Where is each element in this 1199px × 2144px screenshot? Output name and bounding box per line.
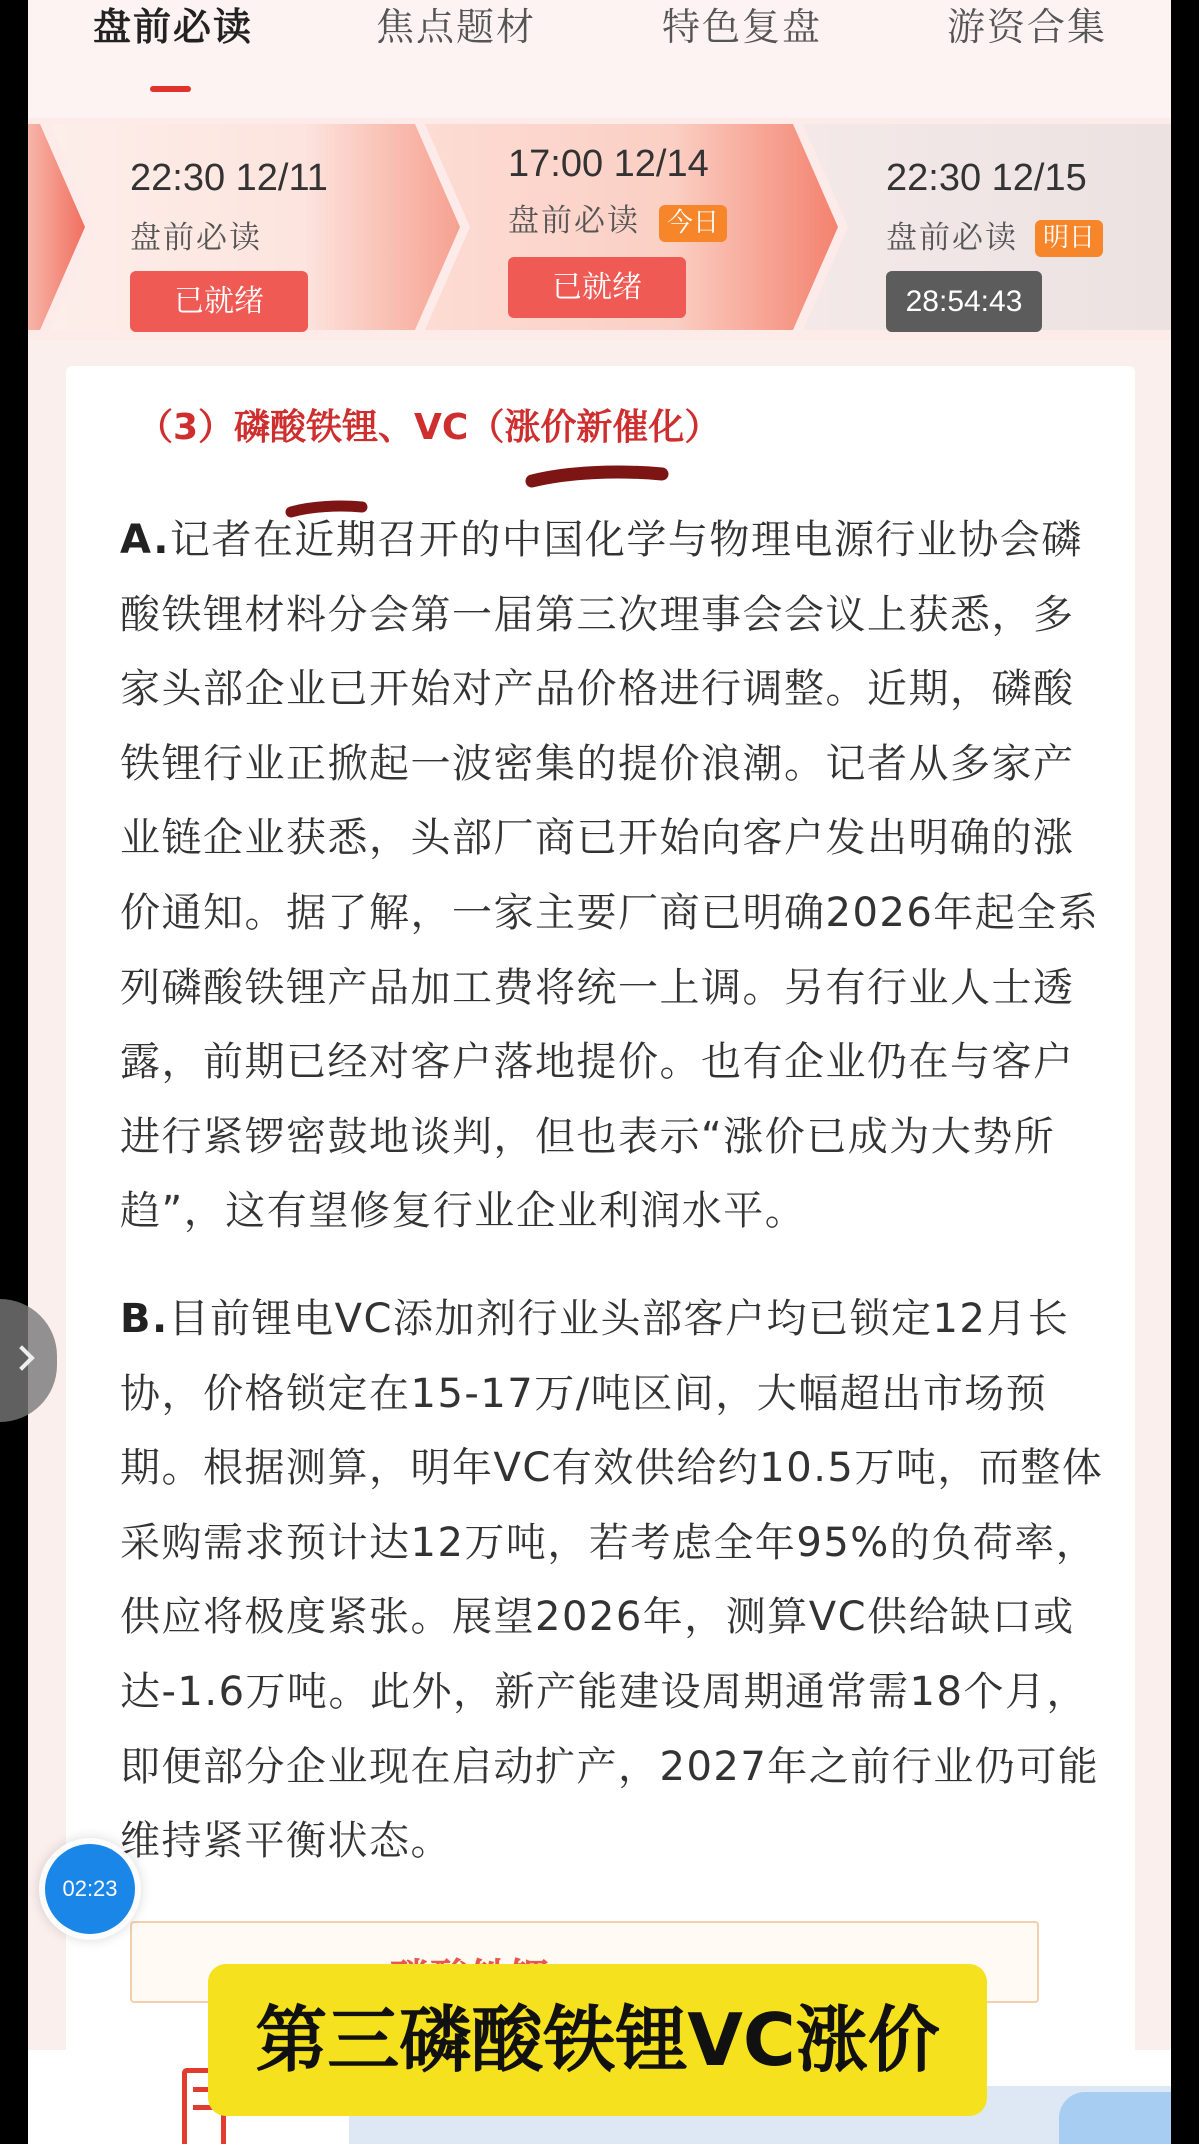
paragraph-line: 维持紧平衡状态。 (120, 1818, 452, 1865)
paragraph-b (120, 1282, 1103, 1879)
paragraph-line: 达-1.6万吨。此外，新产能建设周期通常需18个月， (120, 1668, 1088, 1715)
paragraph-line: 趋”，这有望修复行业企业利润水平。 (120, 1188, 807, 1235)
paragraph-line: 供应将极度紧张。展望2026年，测算VC供给缺口或 (120, 1594, 1075, 1641)
paragraph-line: 价通知。据了解，一家主要厂商已明确2026年起全系 (120, 889, 1100, 936)
timeline-title: 盘前必读 (886, 220, 1018, 256)
timeline-title: 盘前必读 (130, 220, 262, 256)
timeline-time: 22:30 12/15 (886, 157, 1087, 199)
paragraph-line: 列磷酸铁锂产品加工费将统一上调。另有行业人士透 (120, 964, 1075, 1011)
side-expand-tab[interactable] (0, 1299, 57, 1422)
paragraph-line: 协，价格锁定在15-17万/吨区间，大幅超出市场预 (120, 1370, 1048, 1417)
tab-hot-money-collection[interactable]: 游资合集 (947, 5, 1108, 49)
timeline-time: 22:30 12/11 (130, 157, 328, 199)
paragraph-line-text: 目前锂电VC添加剂行业头部客户均已锁定12月长 (168, 1296, 1070, 1342)
left-letterbox (0, 0, 28, 2144)
tomorrow-badge: 明日 (1035, 220, 1103, 257)
paragraph-line-text: 记者在近期召开的中国化学与物理电源行业协会磷 (169, 517, 1083, 563)
paragraph-label: B. (120, 1296, 169, 1342)
paragraph-line: 露，前期已经对客户落地提价。也有企业仍在与客户 (120, 1039, 1075, 1086)
tab-premarket-reading[interactable]: 盘前必读 (93, 5, 254, 49)
timeline-time: 17:00 12/14 (508, 143, 709, 185)
section-heading: （3）磷酸铁锂、VC（涨价新催化） (137, 407, 721, 448)
paragraph-line: 家头部企业已开始对产品价格进行调整。近期，磷酸 (120, 666, 1075, 713)
paragraph-a (120, 503, 1099, 1249)
paragraph-label: A. (120, 517, 170, 563)
timeline-title: 盘前必读 (508, 203, 640, 239)
paragraph-line: 业链企业获悉，头部厂商已开始向客户发出明确的涨 (120, 815, 1075, 862)
paragraph-line: 进行紧锣密鼓地谈判，但也表示“涨价已成为大势所 (120, 1113, 1056, 1160)
paragraph-line: 铁锂行业正掀起一波密集的提价浪潮。记者从多家产 (120, 740, 1075, 787)
paragraph-line: 即便部分企业现在启动扩产，2027年之前行业仍可能 (120, 1743, 1100, 1790)
tab-focus-themes[interactable]: 焦点题材 (376, 5, 537, 49)
active-tab-indicator (150, 86, 191, 92)
paragraph-line: 酸铁锂材料分会第一届第三次理事会会议上获悉，多 (120, 591, 1075, 638)
ready-button[interactable]: 已就绪 (508, 257, 686, 318)
toolbar-action-button[interactable] (1059, 2092, 1171, 2144)
chevron-right-icon (9, 1345, 34, 1370)
paragraph-line: 期。根据测算，明年VC有效供给约10.5万吨，而整体 (120, 1445, 1104, 1492)
today-badge: 今日 (659, 205, 727, 242)
tab-market-review[interactable]: 特色复盘 (662, 5, 823, 49)
video-timer: 02:23 (45, 1844, 135, 1934)
paragraph-line (120, 1282, 1103, 1357)
paragraph-line (120, 503, 1099, 578)
paragraph-line: 采购需求预计达12万吨，若考虑全年95%的负荷率， (120, 1519, 1098, 1566)
ready-button[interactable]: 已就绪 (130, 271, 308, 332)
right-letterbox (1171, 0, 1199, 2144)
countdown-button[interactable]: 28:54:43 (886, 271, 1042, 332)
video-caption: 第三磷酸铁锂VC涨价 (208, 1964, 987, 2116)
